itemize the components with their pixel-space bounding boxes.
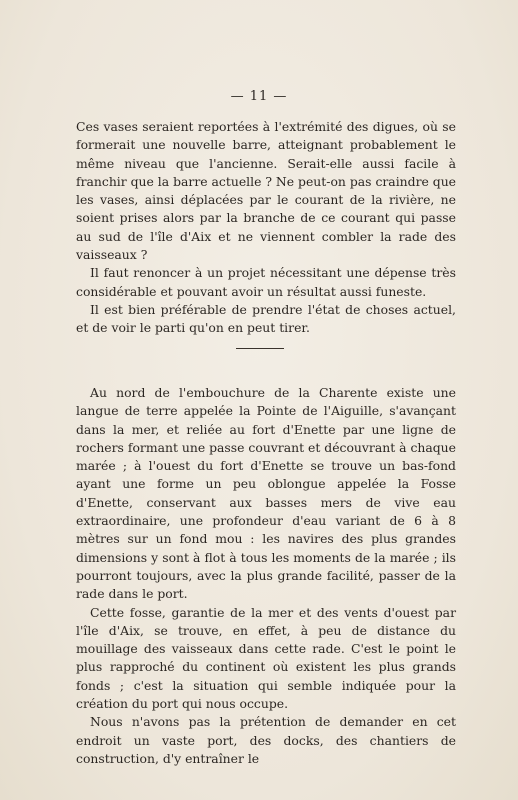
text-section-1 — [76, 118, 456, 338]
paragraph: Il est bien préférable de prendre l'état de choses actuel, et de voir le parti qu'on en peut tirer. — [76, 301, 456, 336]
text-section-2 — [76, 384, 456, 768]
paragraph: Ces vases seraient reportées à l'extrémité des digues, où se formerait une nouvelle barre, atteignant probablement le même niveau que l'ancienne. Serait-elle aussi facile à franchir que la barre actuelle ? Ne peut-on pas craindre que les vases, ainsi déplacées par le courant de la rivière, ne soient prises alors par la branche de ce courant qui passe au sud de l'île d'Aix et ne viennent combler la rade des vaisseaux ? — [76, 119, 457, 263]
section-divider — [236, 348, 284, 349]
paragraph: Nous n'avons pas la prétention de demander en cet endroit un vaste port, des docks, des chantiers de construction, d'y entraîner le — [76, 714, 456, 766]
paragraph: Au nord de l'embouchure de la Charente existe une langue de terre appelée la Pointe de l'Aiguille, s'avançant dans la mer, et reliée au fort d'Enette par une ligne de rochers formant une passe couvrant et découvrant à chaque marée ; à l'ouest du fort d'Enette se trouve un bas-fond ayant une forme un peu oblongue appelée la Fosse d'Enette, conservant aux basses mers de vive eau extraordinaire, une profondeur d'eau variant de 6 à 8 mètres sur un fond mou : les navires des plus grandes dimensions y sont à flot à tous les moments de la marée ; ils pourront toujours, avec la plus grande facilité, passer de la rade dans le port. — [76, 385, 456, 602]
paragraph: Il faut renoncer à un projet nécessitant une dépense très considérable et pouvant avoir un résultat aussi funeste. — [76, 265, 456, 299]
page-number: — 11 — — [230, 89, 288, 104]
paragraph: Cette fosse, garantie de la mer et des vents d'ouest par l'île d'Aix, se trouve, en effet, à peu de distance du mouillage des vaisseaux dans cette rade. C'est le point le plus rapproché du continent où existent les plus grands fonds ; c'est la situation qui semble indiquée pour la création du port qui nous occupe. — [76, 604, 456, 712]
